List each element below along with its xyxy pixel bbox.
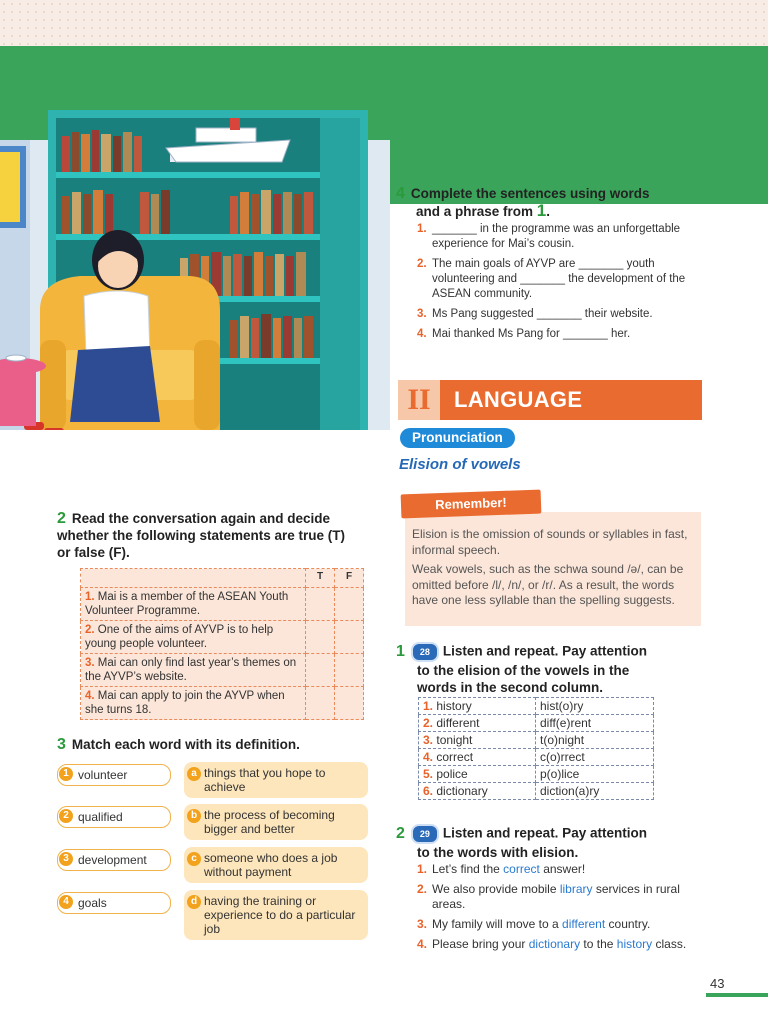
match-word-4[interactable]: 4 goals [57,892,171,914]
pronunciation-pill: Pronunciation [400,428,515,448]
list-item: 2. We also provide mobile library services in rural areas. [417,882,680,911]
column-true: T [306,569,335,588]
match-word-1[interactable]: 1 volunteer [57,764,171,786]
table-row: 1. Mai is a member of the ASEAN Youth Volunteer Programme. [81,588,364,621]
table-row: 4. correct c(o)rrect [419,749,654,766]
audio-track-icon[interactable]: 28 [411,642,439,662]
listen-2-sentences [417,862,707,957]
true-cell[interactable] [306,621,335,654]
listen-2-title: 2 29 Listen and repeat. Pay attention to the words with elision. [396,824,647,860]
list-item: 3. My family will move to a different country. [417,917,651,931]
table-row: 2. different diff(e)rent [419,715,654,732]
match-definition-a[interactable]: a things that you hope to achieve [184,762,368,798]
true-cell[interactable] [306,654,335,687]
listen-1-title: 1 28 Listen and repeat. Pay attention to the elision of the vowels in the words in the second column. [396,642,647,695]
top-dotted-strip [0,0,768,46]
match-word-3[interactable]: 3 development [57,849,171,871]
false-cell[interactable] [335,621,364,654]
remember-tag: Remember! [401,490,542,519]
list-item: 4. Please bring your dictionary to the history class. [417,937,687,951]
list-item: 3. Ms Pang suggested _______ their website. [417,308,653,320]
column-false: F [335,569,364,588]
listen-1-number: 1 [396,642,405,660]
exercise-3-number: 3 [57,736,66,753]
match-definition-d[interactable]: d having the training or experience to do a particular job [184,890,368,940]
exercise-4-number: 4 [396,185,405,202]
list-item: 1. _______ in the programme was an unforgettable experience for Mai’s cousin. [417,223,681,250]
exercise-4-title-line-b: and a phrase from [416,204,534,219]
table-row: 1. history hist(o)ry [419,698,654,715]
exercise-4-title: 4 Complete the sentences using words and a phrase from 1. [396,185,650,220]
illustration-girl-bookshelf [0,100,390,480]
remember-text [412,527,690,613]
language-roman-numeral: II [398,380,440,420]
page-number: 43 [710,976,725,991]
list-item: 4. Mai thanked Ms Pang for _______ her. [417,328,631,340]
language-section-banner [398,380,702,420]
match-word-2[interactable]: 2 qualified [57,806,171,828]
match-definition-c[interactable]: c someone who does a job without payment [184,847,368,883]
table-header-row [81,569,364,588]
table-row: 5. police p(o)lice [419,766,654,783]
match-definition-b[interactable]: b the process of becoming bigger and better [184,804,368,840]
table-row: 3. tonight t(o)night [419,732,654,749]
table-row: 6. dictionary diction(a)ry [419,783,654,800]
exercise-3-title: 3 Match each word with its definition. [57,736,300,753]
false-cell[interactable] [335,588,364,621]
page-number-bar [706,993,768,997]
exercise-2-title: 2 Read the conversation again and decide whether the following statements are true (T) or false (F). [57,510,346,560]
language-title: LANGUAGE [454,387,583,412]
exercise-4-ref: 1 [536,201,547,220]
remember-paragraph-1: Elision is the omission of sounds or syllables in fast, informal speech. [412,527,688,557]
remember-paragraph-2: Weak vowels, such as the schwa sound /ə/, can be omitted before /l/, /n/, or /r/. As a result, the words have one less syllable than the spelling suggests. [412,562,684,607]
exercise-4-list [417,222,707,347]
true-false-table [80,568,364,720]
false-cell[interactable] [335,687,364,720]
true-cell[interactable] [306,687,335,720]
elision-word-table [418,697,654,800]
list-item: 1. Let’s find the correct answer! [417,862,586,876]
exercise-2-number: 2 [57,510,66,527]
true-cell[interactable] [306,588,335,621]
table-row: 3. Mai can only find last year’s themes on the AYVP’s website. [81,654,364,687]
table-row: 4. Mai can apply to join the AYVP when she turns 18. [81,687,364,720]
exercise-4-title-line-a: Complete the sentences using words [410,186,650,201]
listen-2-number: 2 [396,824,405,842]
audio-track-icon[interactable]: 29 [411,824,439,844]
elision-subtitle: Elision of vowels [399,456,521,473]
table-row: 2. One of the aims of AYVP is to help young people volunteer. [81,621,364,654]
false-cell[interactable] [335,654,364,687]
list-item: 2. The main goals of AYVP are _______ youth volunteering and _______ the development of the ASEAN community. [417,258,686,300]
